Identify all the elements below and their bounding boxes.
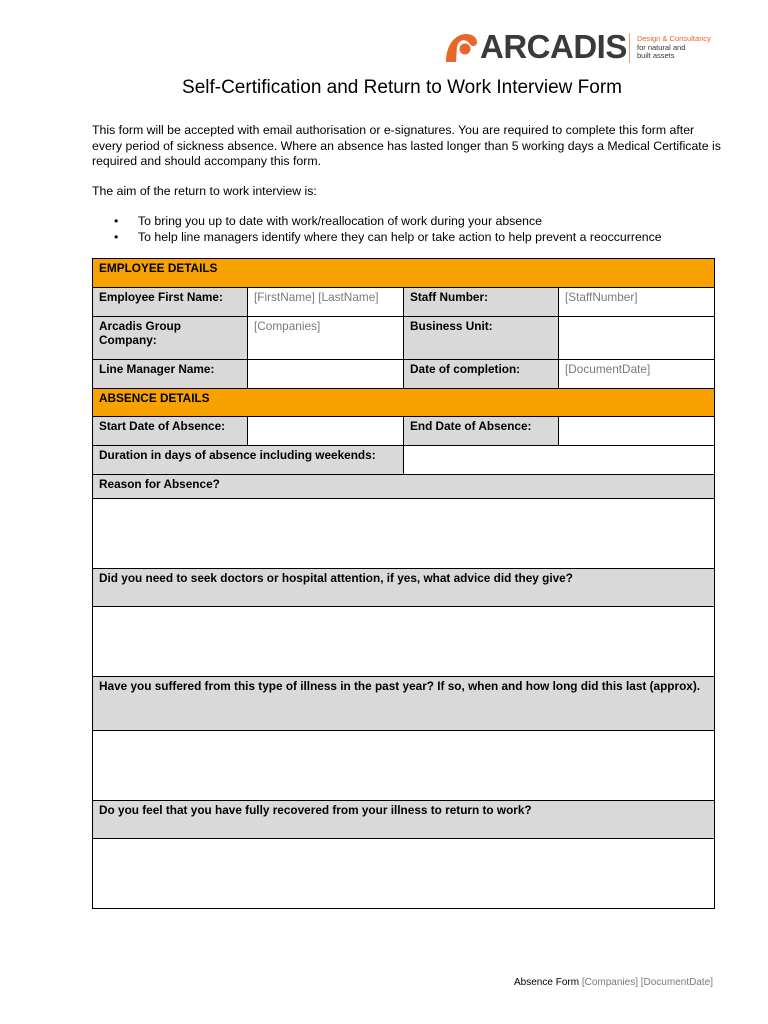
page-footer (514, 977, 713, 989)
duration-label: Duration in days of absence including weekends: (93, 446, 404, 475)
logo-separator (629, 33, 630, 63)
staff-number-field[interactable]: [StaffNumber] (559, 288, 715, 317)
duration-field[interactable] (404, 446, 715, 475)
line-manager-field[interactable] (248, 360, 404, 389)
business-unit-label: Business Unit: (404, 317, 559, 360)
staff-number-label: Staff Number: (404, 288, 559, 317)
business-unit-field[interactable] (559, 317, 715, 360)
logo-tagline-line-2: for natural and (637, 42, 686, 52)
footer-fields: [Companies] [DocumentDate] (581, 977, 713, 988)
footer-label: Absence Form (514, 977, 580, 988)
reason-label: Reason for Absence? (93, 475, 715, 499)
aim-paragraph: The aim of the return to work interview is: (92, 184, 317, 198)
group-company-field[interactable]: [Companies] (248, 317, 404, 360)
bullet-icon: • (114, 214, 119, 228)
completion-date-label: Date of completion: (404, 360, 559, 389)
bullet-text: To bring you up to date with work/reallocation of work during your absence (138, 214, 542, 228)
doctor-question-label: Did you need to seek doctors or hospital attention, if yes, what advice did they give? (93, 569, 715, 607)
absence-details-header: ABSENCE DETAILS (93, 389, 715, 417)
bullet-text: To help line managers identify where they can help or take action to help prevent a reoccurrence (138, 229, 662, 244)
reason-field[interactable] (93, 499, 715, 569)
arcadis-mark-icon (444, 32, 478, 64)
doctor-answer-field[interactable] (93, 607, 715, 677)
end-date-label: End Date of Absence: (404, 417, 559, 446)
past-year-answer-field[interactable] (93, 731, 715, 801)
intro-paragraph: This form will be accepted with email authorisation or e-signatures. You are required to complete this form after every period of sickness absence. Where an absence has lasted longer than 5 working days a Medical Certificate is required and should accompany this form. (92, 123, 721, 168)
arcadis-logo (444, 28, 716, 65)
start-date-label: Start Date of Absence: (93, 417, 248, 446)
past-year-question-label: Have you suffered from this type of illness in the past year? If so, when and how long did this last (approx). (93, 677, 715, 731)
logo-tagline-line-3: built assets (637, 51, 675, 60)
list-item (92, 214, 662, 230)
aim-bullet-list (92, 214, 662, 245)
page-title: Self-Certification and Return to Work Interview Form (182, 77, 622, 98)
group-company-label: Arcadis Group Company: (93, 317, 248, 360)
bullet-icon: • (114, 229, 119, 244)
logo-tagline (637, 35, 711, 61)
line-manager-label: Line Manager Name: (93, 360, 248, 389)
absence-form-table (92, 258, 715, 909)
list-item (92, 230, 662, 246)
first-name-label: Employee First Name: (93, 288, 248, 317)
recovered-answer-field[interactable] (93, 839, 715, 909)
end-date-field[interactable] (559, 417, 715, 446)
completion-date-field[interactable]: [DocumentDate] (559, 360, 715, 389)
employee-details-header: EMPLOYEE DETAILS (93, 259, 715, 288)
start-date-field[interactable] (248, 417, 404, 446)
first-name-field[interactable]: [FirstName] [LastName] (248, 288, 404, 317)
recovered-question-label: Do you feel that you have fully recovered from your illness to return to work? (93, 801, 715, 839)
logo-wordmark: ARCADIS (480, 28, 627, 65)
logo-tagline-line-1: Design & Consultancy (637, 34, 711, 43)
